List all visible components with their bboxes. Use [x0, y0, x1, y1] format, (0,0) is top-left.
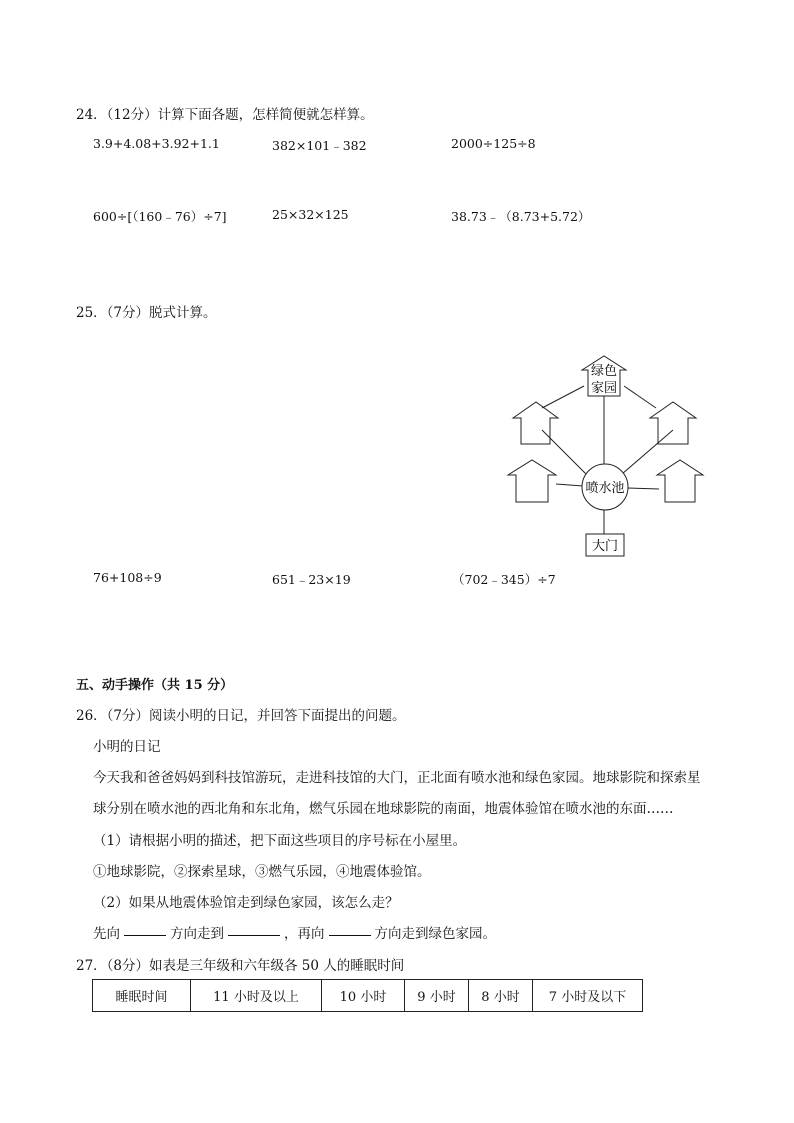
q26-title: 26．（7分）阅读小明的日记，并回答下面提出的问题。	[76, 708, 406, 724]
q26-answer-line	[93, 922, 496, 942]
table-header-cell: 10 小时	[322, 980, 405, 1012]
q25-expression: （702﹣345）÷7	[452, 572, 556, 587]
table-header-cell: 9 小时	[405, 980, 469, 1012]
house-top-left	[513, 402, 558, 444]
diary-text: 球分别在喷水池的西北角和东北角，燃气乐园在地球影院的南面，地震体验馆在喷水池的东面……	[93, 801, 674, 817]
house-bottom-left	[508, 460, 556, 502]
green-home-label: 家园	[590, 381, 618, 396]
q26-items: ①地球影院，②探索星球，③燃气乐园，④地震体验馆。	[93, 864, 431, 880]
house-top-right	[650, 402, 696, 444]
house-bottom-right	[657, 460, 703, 502]
q26-subquestion-1: （1）请根据小明的描述，把下面这些项目的序号标在小屋里。	[93, 833, 467, 849]
table-header-cell: 8 小时	[469, 980, 533, 1012]
q24-expression: 38.73﹣（8.73+5.72）	[451, 209, 591, 224]
q24-expression: 382×101﹣382	[272, 138, 367, 153]
diary-text: 今天我和爸爸妈妈到科技馆游玩，走进科技馆的大门，正北面有喷水池和绿色家园。地球影院和探索星	[93, 770, 701, 786]
table-header-cell: 11 小时及以上	[191, 980, 322, 1012]
answer-blank[interactable]	[124, 934, 166, 936]
path-line	[622, 430, 673, 474]
q24-expression: 3.9+4.08+3.92+1.1	[93, 136, 220, 151]
q24-title: 24．（12分）计算下面各题，怎样简便就怎样算。	[76, 107, 374, 123]
answer-text: 方向走到	[170, 926, 224, 942]
answer-text: 方向走到绿色家园。	[374, 926, 496, 942]
gate-label: 大门	[591, 539, 619, 554]
table-row	[93, 980, 643, 1012]
q25-expression: 76+108÷9	[93, 570, 162, 585]
path-line	[542, 386, 584, 408]
table-header-cell: 睡眠时间	[93, 980, 191, 1012]
green-home-label: 绿色	[590, 364, 618, 379]
q25-title: 25．（7分）脱式计算。	[76, 305, 217, 321]
q26-subquestion-2: （2）如果从地震体验馆走到绿色家园，该怎么走？	[93, 895, 399, 911]
answer-blank[interactable]	[228, 934, 280, 936]
path-line	[556, 484, 583, 486]
q25-expression: 651﹣23×19	[272, 572, 351, 587]
q27-title: 27．（8分）如表是三年级和六年级各 50 人的睡眠时间	[76, 958, 405, 974]
section-title: 五、动手操作（共 15 分）	[76, 678, 234, 693]
answer-text: ，再向	[284, 926, 325, 942]
q24-expression: 600÷[（160﹣76）÷7]	[93, 209, 227, 224]
fountain-label: 喷水池	[585, 481, 625, 496]
sleep-time-table	[92, 979, 643, 1012]
park-map-diagram	[500, 350, 710, 562]
q24-expression: 25×32×125	[272, 207, 349, 222]
path-line	[627, 488, 659, 489]
path-line	[624, 386, 656, 408]
path-line	[542, 430, 586, 474]
answer-blank[interactable]	[329, 934, 371, 936]
diary-title: 小明的日记	[93, 739, 161, 755]
q24-expression: 2000÷125÷8	[451, 136, 536, 151]
answer-text: 先向	[93, 926, 120, 942]
table-header-cell: 7 小时及以下	[533, 980, 643, 1012]
